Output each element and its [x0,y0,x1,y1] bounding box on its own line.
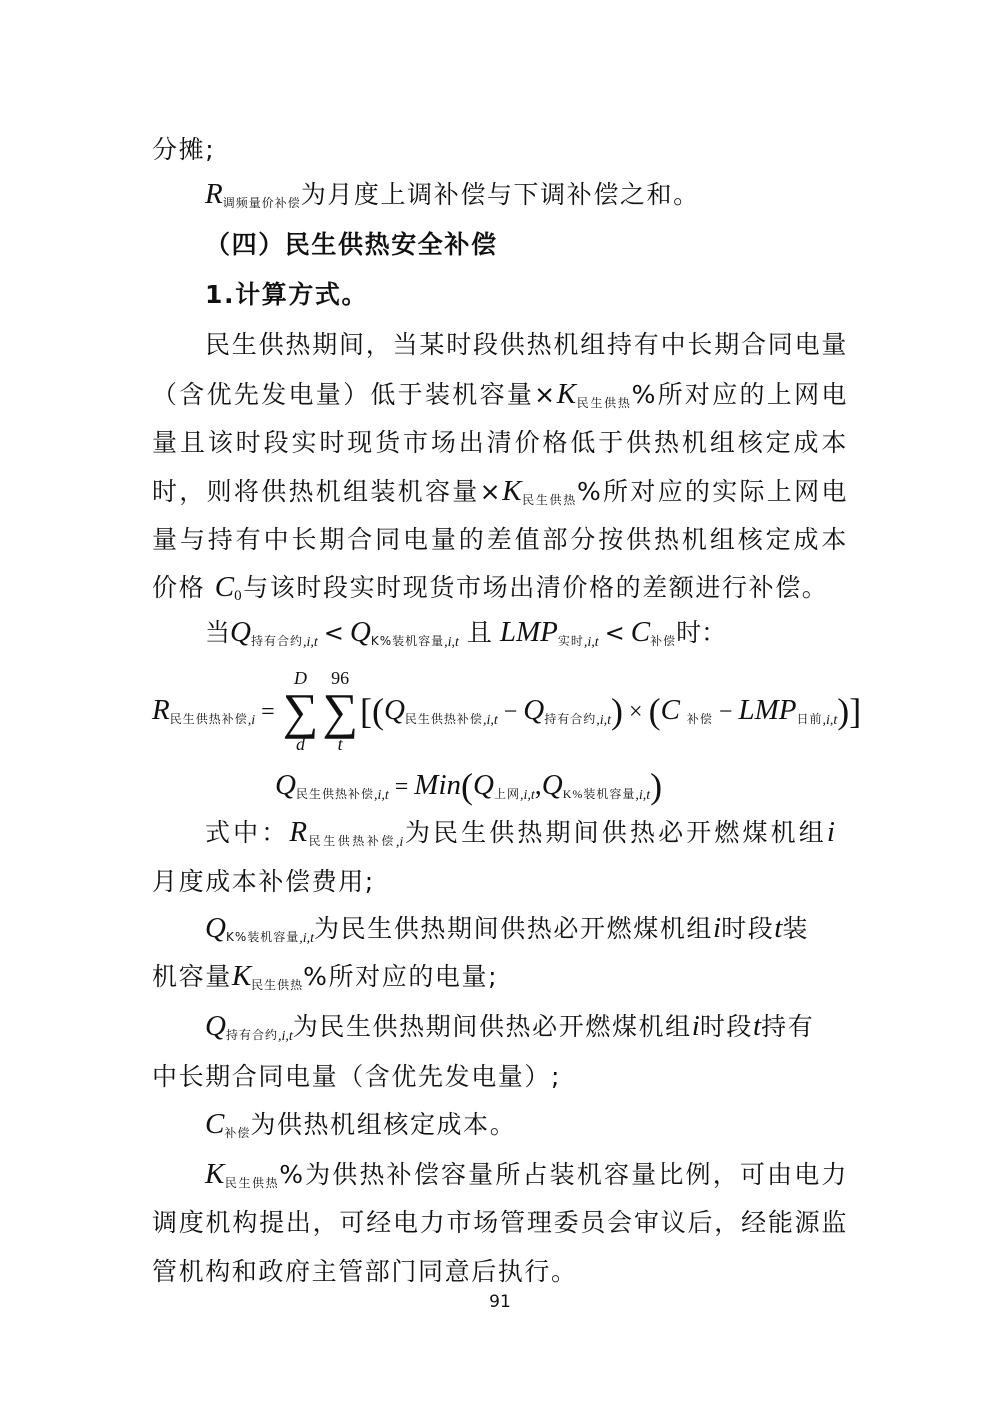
subscript: 补偿 [650,634,677,648]
sum-over-periods [322,668,358,754]
sub-heading: 1.计算方式。 [205,280,369,309]
text-line [205,816,835,850]
operator: − [503,699,518,725]
text: 机容量 [152,962,232,991]
section-heading: （四）民生供热安全补偿 [205,230,498,259]
var: Q [541,769,563,801]
page-number: 91 [489,1292,511,1312]
subscript: K%装机容量 [225,930,300,944]
subscript: 民生供热 [576,396,632,410]
var: Q [523,694,545,726]
subscript: 日前 [796,712,823,726]
var: i [713,912,722,944]
subscript: ,i,t [444,635,459,650]
subscript: 实时 [557,634,584,648]
text: %所对应的电量; [303,962,499,991]
text: 与该时段实时现货市场出清价格的差额进行补偿。 [243,573,829,602]
subscript: ,i [395,835,404,850]
text: 为民生供热期间供热必开燃煤机组 [292,1012,692,1041]
text: 时段 [721,914,775,943]
var: Q [383,694,405,726]
text-line: 中长期合同电量（含优先发电量）; [152,1062,562,1091]
subscript: 持有合约 [225,1028,278,1042]
var: C [214,571,235,603]
operator: − [718,699,733,725]
subscript: ,i,t [583,635,599,650]
text: 持有 [761,1012,815,1041]
subscript: 持有合约 [544,712,597,726]
subscript: ,i,t [277,1029,293,1044]
var: R [152,694,170,726]
subscript: 民生供热补偿 [307,834,396,848]
text: 当 [205,618,231,647]
var: Q [230,616,251,648]
function-name: Min [414,769,462,801]
formula-min: Q民生供热补偿,i,t = Min(Q上网,i,t,QK%装机容量,i,t) [275,766,663,806]
formula-condition [205,616,726,650]
operator: = [261,699,275,725]
sum-sign: ∑ [322,683,358,739]
text: 为供热机组核定成本。 [250,1110,517,1139]
var: i [826,816,835,848]
subscript: 补偿 [224,1126,251,1140]
text-line [152,378,848,412]
var: Q [473,769,494,801]
subscript: ,i,t [482,713,498,728]
operator: × [629,699,643,725]
subscript: ,i,t [299,931,315,946]
subscript: 民生供热 [251,978,304,992]
formula-lhs [152,691,281,731]
var: t [753,1010,762,1042]
text-line [152,475,848,509]
var: Q [205,912,226,944]
var: K [556,378,577,410]
text-line [152,960,498,994]
subscript: 0 [234,588,244,604]
sum-upper: 96 [331,668,350,688]
text-line [205,178,700,212]
text: 时： [676,618,727,647]
var: i [691,1010,700,1042]
text: 为民生供热期间供热必开燃煤机组 [314,914,714,943]
sum-over-days [283,668,319,754]
text: （含优先发电量）低于装机容量× [152,380,557,409]
subscript: 民生供热补偿 [404,712,483,726]
operator: < [604,619,625,647]
text-line [205,1010,814,1044]
text: 式中： [205,818,290,847]
var: C [205,1108,225,1140]
text-line [205,912,809,946]
text: 价格 [152,573,206,602]
subscript: 民生供热补偿 [169,712,248,726]
text: 时，则将供热机组装机容量× [152,477,503,506]
formula-compensation [152,668,861,754]
subscript: K%装机容量 [370,634,445,648]
subscript: ,i,t [596,713,612,728]
var: LMP [499,616,558,648]
subscript: ,i,t [635,788,651,803]
formula-body: [(Q民生供热补偿,i,t − Q持有合约,i,t) × (C 补偿 − LMP日前,i,t)] [359,691,862,731]
subscript: ,i [247,713,256,728]
text-line: 民生供热期间，当某时段供热机组持有中长期合同电量 [205,330,848,359]
text: 且 [466,618,492,647]
var: K [231,960,252,992]
subscript: 民生供热补偿 [295,787,374,801]
text: %所对应的上网电 [631,380,848,409]
subscript: 民生供热 [521,493,577,507]
text: %为供热补偿容量所占装机容量比例，可由电力 [279,1160,848,1189]
subscript: ,i,t [373,788,389,803]
subscript: 调频量价补偿 [222,196,301,210]
text-line: 分摊; [152,135,216,164]
text: 装 [782,914,809,943]
text-line [152,571,828,605]
sum-sign: ∑ [282,683,319,739]
text-line: 量与持有中长期合同电量的差值部分按供热机组核定成本 [152,525,848,554]
text: 时段 [699,1012,754,1041]
var: C [630,616,651,648]
var: K [205,1158,225,1190]
operator: = [394,774,409,800]
text-line: 量且该时段实时现货市场出清价格低于供热机组核定成本 [152,428,848,457]
subscript: ,i,t [822,713,838,728]
operator: < [323,619,344,647]
subscript: 民生供热 [224,1176,280,1190]
subscript: 补偿 [686,712,713,726]
var: Q [205,1010,226,1042]
subscript: ,i,t [302,635,318,650]
var: K [502,475,522,507]
var: Q [275,769,296,801]
sum-lower: t [337,734,343,754]
text-line: 管机构和政府主管部门同意后执行。 [152,1257,578,1286]
var: LMP [738,694,797,726]
text: 为民生供热期间供热必开燃煤机组 [403,818,827,847]
text-line [205,1108,516,1142]
subscript: 上网 [493,787,520,801]
text-line: 月度成本补偿费用; [152,867,375,896]
var: t [774,912,783,944]
text: 为月度上调补偿与下调补偿之和。 [300,180,700,209]
sum-upper: D [294,668,307,688]
subscript: ,i,t [519,788,535,803]
sum-lower: d [296,734,305,754]
text-line [205,1158,848,1192]
var: Q [349,616,371,648]
var: R [205,178,223,210]
text: %所对应的实际上网电 [576,477,848,506]
subscript: 持有合约 [250,634,303,648]
var: R [289,816,308,848]
var: C [660,694,680,726]
text-line: 调度机构提出，可经电力市场管理委员会审议后，经能源监 [152,1208,848,1237]
subscript: K%装机容量 [562,787,636,801]
